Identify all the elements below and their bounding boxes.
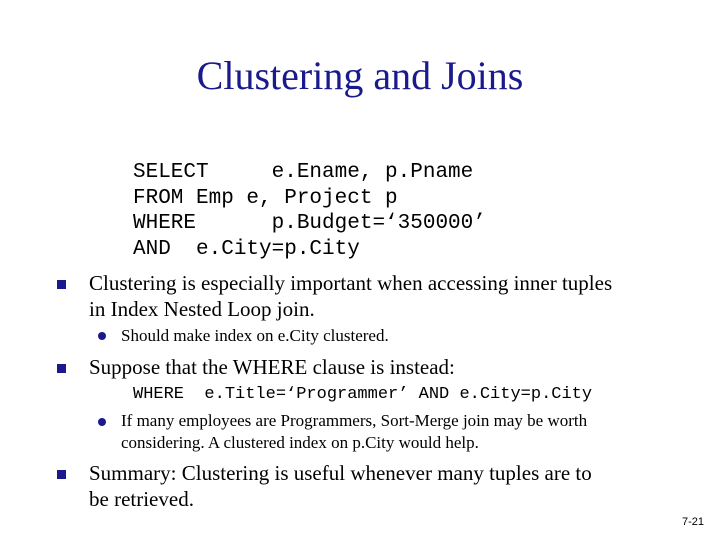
bullet-3-line-1: Summary: Clustering is useful whenever many tuples are to bbox=[89, 461, 592, 485]
bullet-3-line-2: be retrieved. bbox=[89, 487, 194, 511]
bullet-1-line-1: Clustering is especially important when accessing inner tuples bbox=[89, 271, 613, 295]
sql-line-where: WHERE p.Budget=‘350000’ bbox=[133, 212, 486, 235]
slide-title: Clustering and Joins bbox=[196, 53, 524, 98]
sql-line-from: FROM Emp e, Project p bbox=[133, 187, 398, 210]
bullet-1-sub: Should make index on e.City clustered. bbox=[121, 326, 389, 345]
square-bullet-icon bbox=[57, 470, 66, 479]
page-number: 7-21 bbox=[681, 516, 704, 528]
round-bullet-icon bbox=[98, 332, 106, 340]
bullet-2-sub-line-2: considering. A clustered index on p.City would help. bbox=[121, 433, 479, 452]
round-bullet-icon bbox=[98, 418, 106, 426]
bullet-2-code: WHERE e.Title=‘Programmer’ AND e.City=p.City bbox=[133, 385, 593, 404]
square-bullet-icon bbox=[57, 280, 66, 289]
bullet-1-line-2: in Index Nested Loop join. bbox=[89, 297, 315, 321]
sql-line-and: AND e.City=p.City bbox=[133, 238, 360, 261]
sql-line-select: SELECT e.Ename, p.Pname bbox=[133, 161, 474, 184]
square-bullet-icon bbox=[57, 364, 66, 373]
bullet-2-line-1: Suppose that the WHERE clause is instead: bbox=[89, 355, 455, 379]
bullet-2-sub-line-1: If many employees are Programmers, Sort-Merge join may be worth bbox=[121, 411, 588, 430]
